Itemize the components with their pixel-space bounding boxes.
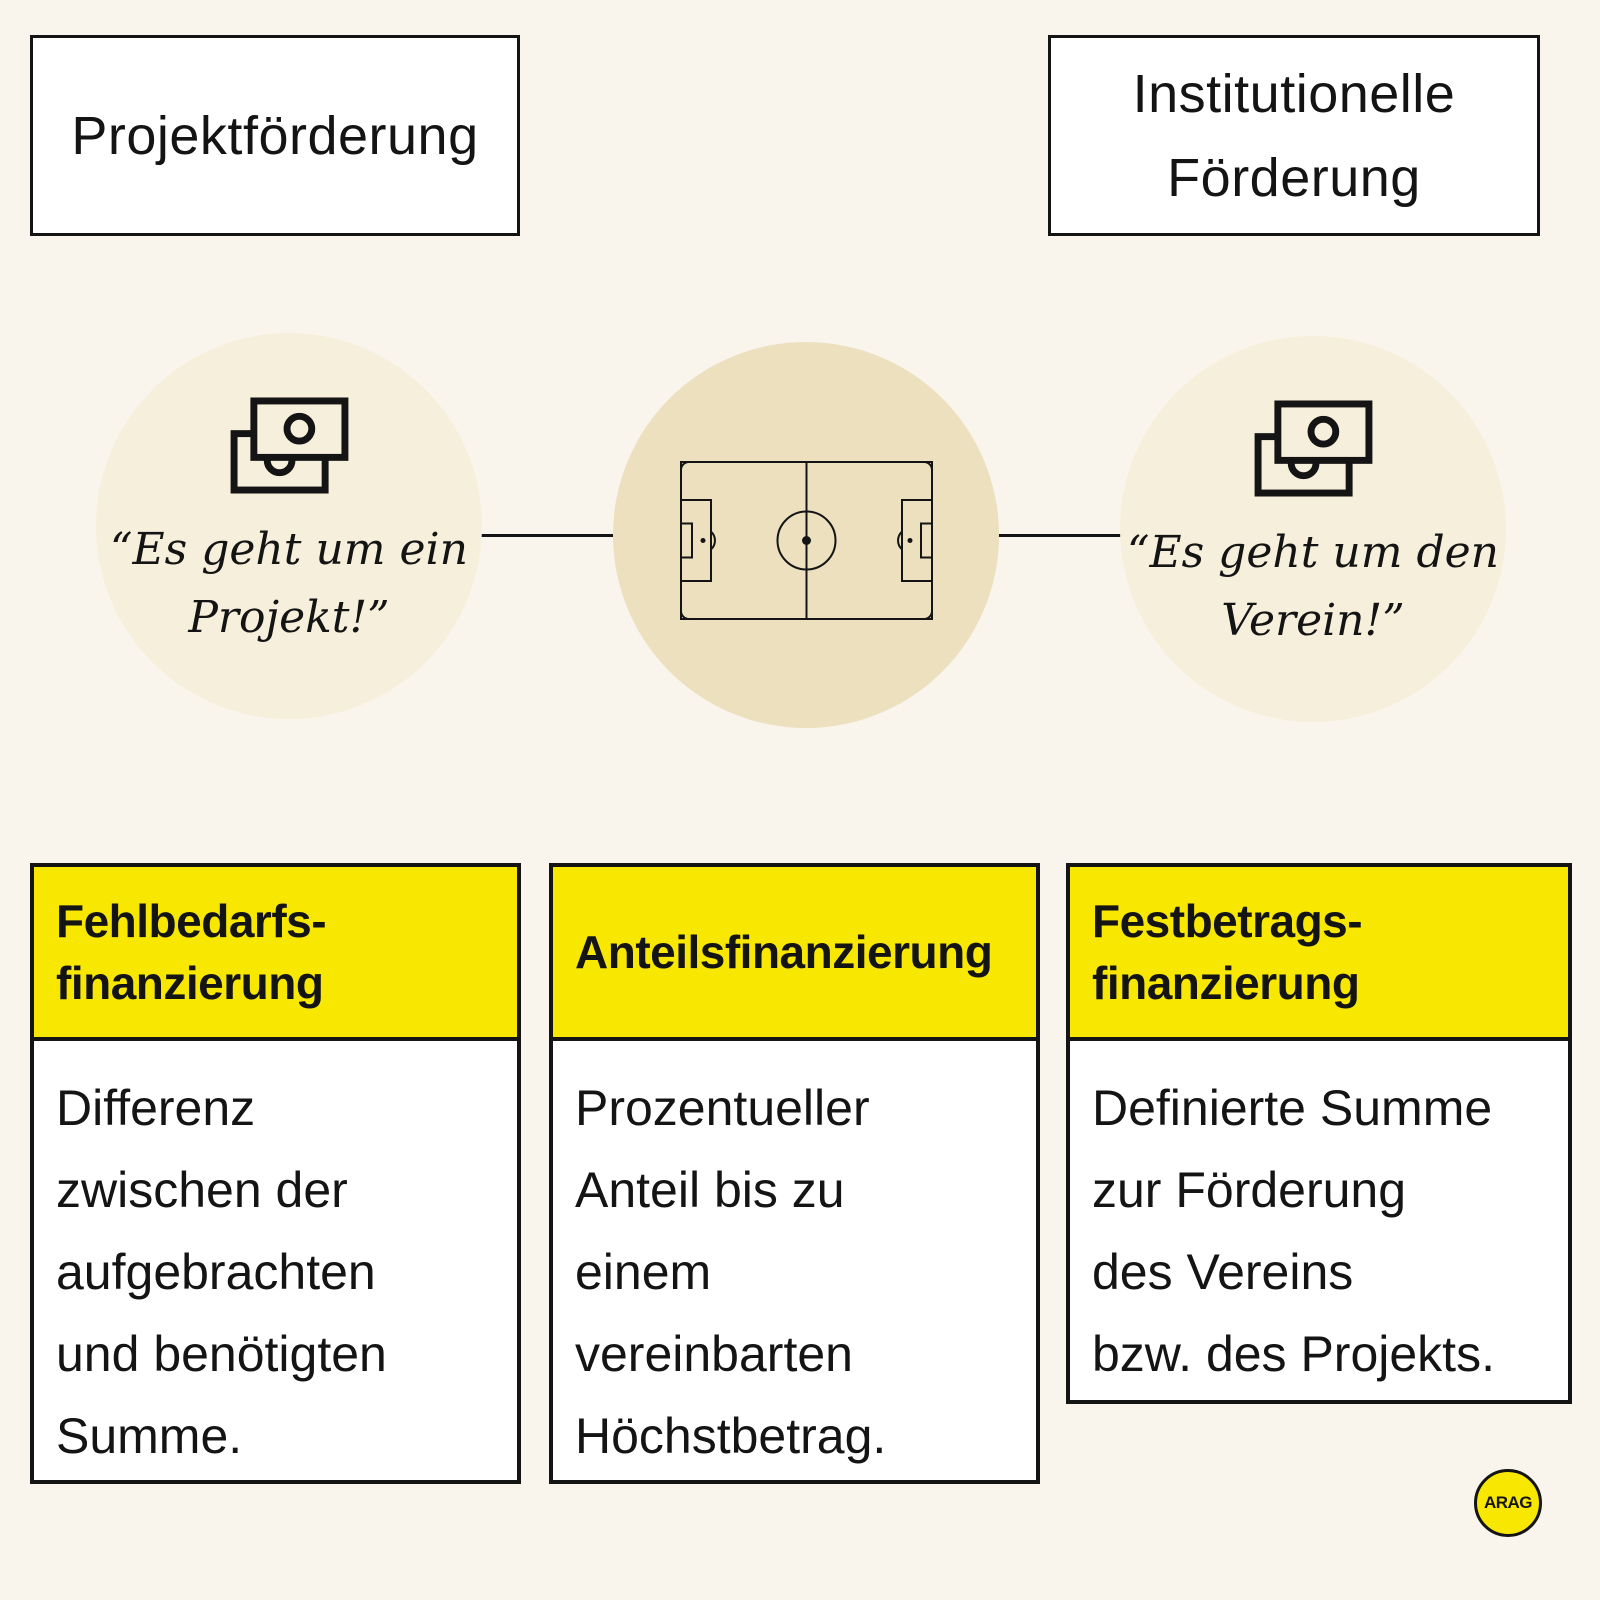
text-line: zwischen der bbox=[56, 1162, 348, 1218]
arag-logo bbox=[1474, 1469, 1542, 1537]
card-anteilsfinanzierung bbox=[549, 863, 1040, 1484]
text-line: finanzierung bbox=[1092, 957, 1360, 1009]
text-line: Förderung bbox=[1167, 147, 1421, 208]
circle-projekt-quote bbox=[96, 333, 482, 719]
text-line: des Vereins bbox=[1092, 1244, 1354, 1300]
text-line: Anteilsfinanzierung bbox=[575, 926, 993, 978]
text-line: “Es geht um ein bbox=[110, 524, 468, 575]
banknotes-icon bbox=[1254, 400, 1373, 497]
text-line: Differenz bbox=[56, 1080, 256, 1136]
card-fehlbedarfsfinanzierung bbox=[30, 863, 521, 1484]
text-line: Festbetrags- bbox=[1092, 895, 1363, 947]
text-line: Prozentueller bbox=[575, 1080, 870, 1136]
card-title bbox=[1070, 867, 1568, 1041]
text-line: finanzierung bbox=[56, 957, 324, 1009]
text-line: Höchstbetrag. bbox=[575, 1408, 887, 1464]
circle-verein-quote bbox=[1120, 336, 1506, 722]
label-box-institutionelle-foerderung bbox=[1048, 35, 1540, 236]
projektfoerderung-label: Projektförderung bbox=[71, 105, 479, 166]
text-line: “Es geht um den bbox=[1127, 527, 1499, 578]
text-line: Definierte Summe bbox=[1092, 1080, 1493, 1136]
text-line: einem bbox=[575, 1244, 712, 1300]
football-pitch-icon bbox=[680, 461, 933, 620]
text-line: Summe. bbox=[56, 1408, 243, 1464]
text-line: Projekt!” bbox=[188, 592, 390, 643]
card-body bbox=[34, 1041, 517, 1477]
card-title bbox=[34, 867, 517, 1041]
quote-projekt bbox=[110, 516, 468, 652]
text-line: bzw. des Projekts. bbox=[1092, 1326, 1495, 1382]
quote-verein bbox=[1127, 519, 1499, 655]
label-box-projektfoerderung bbox=[30, 35, 520, 236]
text-line: zur Förderung bbox=[1092, 1162, 1407, 1218]
card-festbetragsfinanzierung bbox=[1066, 863, 1572, 1404]
text-line: Institutionelle bbox=[1132, 63, 1456, 124]
banknotes-icon bbox=[230, 397, 349, 494]
card-body bbox=[553, 1041, 1036, 1477]
arag-logo-label: ARAG bbox=[1483, 1493, 1533, 1512]
text-line: Anteil bis zu bbox=[575, 1162, 845, 1218]
card-body bbox=[1070, 1041, 1568, 1395]
text-line: Verein!” bbox=[1221, 595, 1405, 646]
text-line: und benötigten bbox=[56, 1326, 387, 1382]
text-line: Fehlbedarfs- bbox=[56, 895, 327, 947]
card-title bbox=[553, 867, 1036, 1041]
text-line: aufgebrachten bbox=[56, 1244, 376, 1300]
text-line: vereinbarten bbox=[575, 1326, 853, 1382]
circle-football-pitch bbox=[613, 342, 999, 728]
